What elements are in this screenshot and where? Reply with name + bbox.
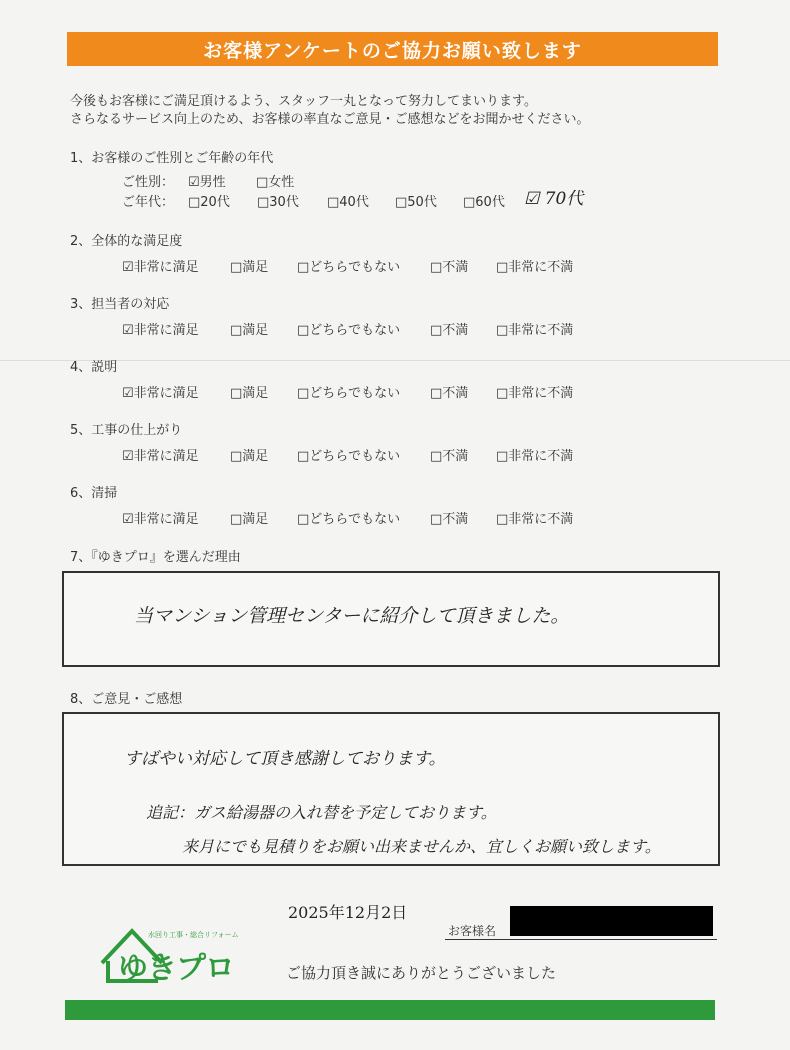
survey-date: 2025年12月2日 [288,903,408,922]
question-2-option-5[interactable] [496,256,573,275]
paper-fold-shadow [0,360,790,361]
question-4-option-5[interactable] [496,382,573,401]
question-5-option-4[interactable] [430,445,468,464]
option-label: 非常に不満 [508,512,574,527]
empty-box-icon: □ [230,386,243,401]
question-6-option-1[interactable] [122,508,199,527]
logo-tagline: 水回り工事・総合リフォーム [148,931,239,939]
q7-answer-box[interactable] [62,571,720,667]
empty-box-icon: □ [230,260,243,275]
empty-box-icon: □ [297,512,310,527]
gender-option-male[interactable]: ☑男性 [188,175,226,190]
option-label: 非常に不満 [508,386,574,401]
q8-answer-box[interactable] [62,712,720,866]
question-4-title: 4、説明 [70,360,118,375]
age-option-20[interactable]: □20代 [188,195,230,210]
age-label: ご年代： [122,195,175,210]
option-label: 不満 [442,512,469,527]
age-option-50[interactable]: □50代 [395,195,437,210]
option-label: 非常に満足 [133,449,199,464]
q7-handwritten-answer: 当マンション管理センターに紹介して頂きました。 [134,605,570,627]
option-label: どちらでもない [309,323,401,338]
question-5-option-1[interactable] [122,445,199,464]
question-5-option-3[interactable] [297,445,400,464]
empty-box-icon: □ [496,386,509,401]
option-label: どちらでもない [309,449,401,464]
empty-box-icon: □ [297,449,310,464]
option-label: 満足 [242,386,269,401]
empty-box-icon: □ [430,260,443,275]
q7-title: 7、『ゆきプロ』を選んだ理由 [70,550,241,565]
logo-text: ゆきプロ [118,951,234,986]
thanks-message: ご協力頂き誠にありがとうございました [286,964,557,982]
option-label: 非常に満足 [133,386,199,401]
checked-box-icon: ☑ [122,512,134,527]
option-label: どちらでもない [309,260,401,275]
q8-title: 8、ご意見・ご感想 [70,692,183,707]
question-6-option-2[interactable] [230,508,268,527]
company-logo [98,925,258,985]
empty-box-icon: □ [430,449,443,464]
age-handwritten-70: ☑ 70代 [524,189,584,209]
checked-box-icon: ☑ [122,386,134,401]
age-option-60[interactable]: □60代 [463,195,505,210]
question-3-option-5[interactable] [496,319,573,338]
q8-line-2: 追記：ガス給湯器の入れ替を予定しております。 [146,803,497,822]
question-2-option-2[interactable] [230,256,268,275]
question-2-option-3[interactable] [297,256,400,275]
question-4-option-3[interactable] [297,382,400,401]
customer-name-label: お客様名 [448,924,497,938]
option-label: どちらでもない [309,386,401,401]
gender-option-female[interactable]: □女性 [256,175,295,190]
empty-box-icon: □ [430,323,443,338]
option-label: 満足 [242,449,269,464]
option-label: 満足 [242,260,269,275]
intro-line-2: さらなるサービス向上のため、お客様の率直なご意見・ご感想などをお聞かせください。 [70,112,590,127]
option-label: 非常に不満 [508,260,574,275]
option-label: 不満 [442,323,469,338]
age-option-30[interactable]: □30代 [257,195,299,210]
intro-line-1: 今後もお客様にご満足頂けるよう、スタッフ一丸となって努力してまいります。 [70,94,537,109]
customer-name-redaction [510,906,713,936]
option-label: 満足 [242,323,269,338]
question-3-option-1[interactable] [122,319,199,338]
question-3-title: 3、担当者の対応 [70,297,170,312]
checked-box-icon: ☑ [122,323,134,338]
empty-box-icon: □ [230,512,243,527]
question-2-title: 2、全体的な満足度 [70,234,183,249]
option-label: 不満 [442,449,469,464]
q8-line-3: 来月にでも見積りをお願い出来ませんか、宜しくお願い致します。 [182,837,661,856]
empty-box-icon: □ [496,512,509,527]
gender-label: ご性別： [122,175,175,190]
question-6-option-5[interactable] [496,508,573,527]
question-4-option-1[interactable] [122,382,199,401]
option-label: 不満 [442,386,469,401]
q1-title: 1、お客様のご性別とご年齢の年代 [70,151,274,166]
option-label: どちらでもない [309,512,401,527]
empty-box-icon: □ [230,323,243,338]
empty-box-icon: □ [496,449,509,464]
empty-box-icon: □ [230,449,243,464]
question-3-option-2[interactable] [230,319,268,338]
option-label: 非常に満足 [133,512,199,527]
age-option-40[interactable]: □40代 [327,195,369,210]
option-label: 非常に満足 [133,323,199,338]
question-5-title: 5、工事の仕上がり [70,423,183,438]
checked-box-icon: ☑ [122,260,134,275]
q8-line-1: すばやい対応して頂き感謝しております。 [124,749,446,769]
option-label: 非常に不満 [508,449,574,464]
question-4-option-4[interactable] [430,382,468,401]
question-4-option-2[interactable] [230,382,268,401]
question-6-option-3[interactable] [297,508,400,527]
question-2-option-4[interactable] [430,256,468,275]
survey-header: お客様アンケートのご協力お願い致します [67,32,718,66]
customer-name-underline [445,939,717,940]
option-label: 不満 [442,260,469,275]
question-3-option-4[interactable] [430,319,468,338]
question-6-option-4[interactable] [430,508,468,527]
option-label: 非常に不満 [508,323,574,338]
option-label: 満足 [242,512,269,527]
option-label: 非常に満足 [133,260,199,275]
empty-box-icon: □ [496,260,509,275]
question-2-option-1[interactable] [122,256,199,275]
question-5-option-5[interactable] [496,445,573,464]
checked-box-icon: ☑ [122,449,134,464]
empty-box-icon: □ [496,323,509,338]
question-3-option-3[interactable] [297,319,400,338]
empty-box-icon: □ [297,386,310,401]
empty-box-icon: □ [430,386,443,401]
footer-bar [65,1000,715,1020]
question-5-option-2[interactable] [230,445,268,464]
empty-box-icon: □ [297,260,310,275]
empty-box-icon: □ [297,323,310,338]
question-6-title: 6、清掃 [70,486,118,501]
empty-box-icon: □ [430,512,443,527]
